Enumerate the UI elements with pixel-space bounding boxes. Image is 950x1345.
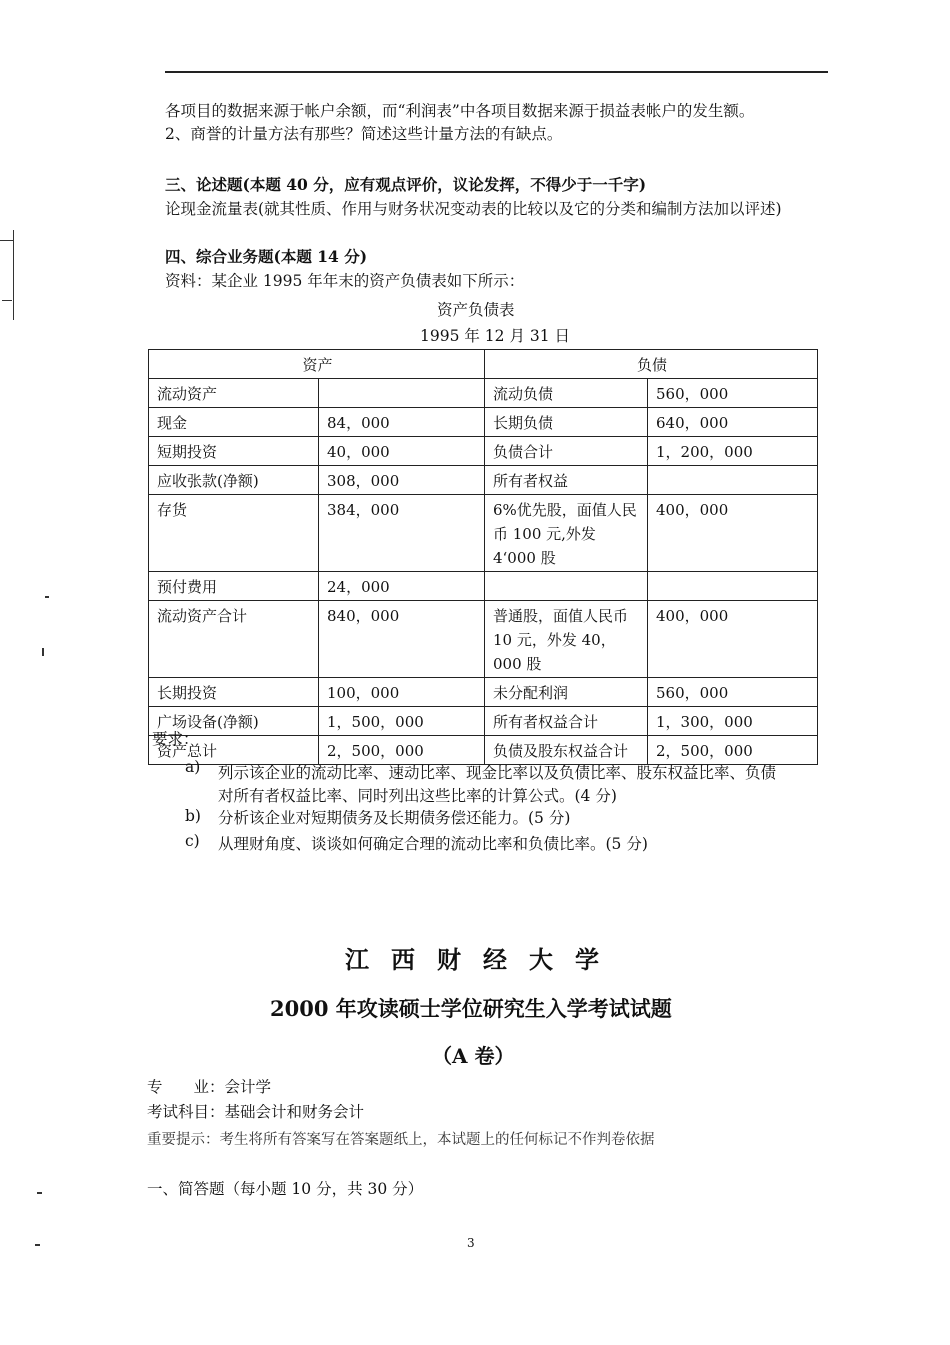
requirement-a-line1: 列示该企业的流动比率、速动比率、现金比率以及负债比率、股东权益比率、负债 <box>218 764 777 782</box>
liability-label: 流动负债 <box>485 379 648 408</box>
table-row <box>149 572 818 601</box>
asset-value: 40，000 <box>319 437 485 466</box>
asset-value: 384，000 <box>319 495 485 572</box>
asset-label: 现金 <box>149 408 319 437</box>
requirements-label: 要求： <box>152 730 199 748</box>
short-answer-heading: 一、简答题（每小题 10 分，共 30 分） <box>147 1180 424 1198</box>
requirement-a-mark: a) <box>185 758 201 776</box>
liability-label <box>485 572 648 601</box>
intro-line-2: 2、商誉的计量方法有那些？简述这些计量方法的有缺点。 <box>165 125 563 143</box>
liability-label: 所有者权益合计 <box>485 707 648 736</box>
header-assets: 资产 <box>149 350 485 379</box>
table-title: 资产负债表 <box>437 301 515 319</box>
asset-label: 预付费用 <box>149 572 319 601</box>
requirement-b-mark: b) <box>185 807 201 825</box>
table-date: 1995 年 12 月 31 日 <box>420 327 571 345</box>
liability-label: 6%优先股，面值人民币 100 元,外发 4‘000 股 <box>485 495 648 572</box>
major-value: 会计学 <box>224 1078 272 1096</box>
table-row <box>149 466 818 495</box>
asset-label: 短期投资 <box>149 437 319 466</box>
asset-label: 流动资产 <box>149 379 319 408</box>
liability-value: 560，000 <box>648 678 818 707</box>
subject-value: 基础会计和财务会计 <box>224 1103 365 1121</box>
header-liabilities: 负债 <box>485 350 818 379</box>
liability-value: 640，000 <box>648 408 818 437</box>
liability-value: 560，000 <box>648 379 818 408</box>
asset-value: 24，000 <box>319 572 485 601</box>
liability-value: 1，300，000 <box>648 707 818 736</box>
liability-value: 1，200，000 <box>648 437 818 466</box>
top-rule <box>165 71 828 73</box>
exam-title: 2000 年攻读硕士学位研究生入学考试试题 <box>270 996 672 1021</box>
subject-label: 考试科目： <box>147 1103 225 1121</box>
liability-value: 400，000 <box>648 601 818 678</box>
important-notice: 重要提示：考生将所有答案写在答案题纸上，本试题上的任何标记不作判卷依据 <box>147 1132 655 1148</box>
section4-heading: 四、综合业务题(本题 14 分) <box>165 247 368 266</box>
section4-material: 资料：某企业 1995 年年末的资产负债表如下所示： <box>165 272 525 290</box>
requirement-a-line2: 对所有者权益比率、同时列出这些比率的计算公式。(4 分) <box>218 787 617 805</box>
asset-value: 308，000 <box>319 466 485 495</box>
section3-body: 论现金流量表(就其性质、作用与财务状况变动表的比较以及它的分类和编制方法加以评述) <box>165 200 782 218</box>
intro-line-1: 各项目的数据来源于帐户余额，而“利润表”中各项目数据来源于损益表帐户的发生额。 <box>165 102 755 120</box>
asset-label: 广场设备(净额) <box>149 707 319 736</box>
table-row <box>149 707 818 736</box>
liability-value <box>648 572 818 601</box>
table-row <box>149 736 818 765</box>
liability-label: 长期负债 <box>485 408 648 437</box>
table-row <box>149 678 818 707</box>
table-row <box>149 495 818 572</box>
table-header-row <box>149 350 818 379</box>
page-number: 3 <box>467 1236 475 1250</box>
asset-label: 资产总计 <box>149 736 319 765</box>
liability-label: 普通股，面值人民币 10 元，外发 40，000 股 <box>485 601 648 678</box>
table-row <box>149 379 818 408</box>
asset-label: 存货 <box>149 495 319 572</box>
subject-row <box>147 1101 364 1123</box>
major-label: 专 业： <box>147 1078 225 1096</box>
asset-value <box>319 379 485 408</box>
liability-label: 所有者权益 <box>485 466 648 495</box>
liability-label: 负债合计 <box>485 437 648 466</box>
requirement-c-mark: c) <box>185 832 200 850</box>
asset-label: 流动资产合计 <box>149 601 319 678</box>
asset-value: 2，500，000 <box>319 736 485 765</box>
balance-sheet-table <box>148 349 818 765</box>
asset-label: 应收张款(净额) <box>149 466 319 495</box>
asset-value: 100，000 <box>319 678 485 707</box>
asset-value: 84，000 <box>319 408 485 437</box>
liability-value <box>648 466 818 495</box>
liability-label: 负债及股东权益合计 <box>485 736 648 765</box>
paper-label: （A 卷） <box>432 1044 515 1068</box>
section3-heading: 三、论述题(本题 40 分，应有观点评价，议论发挥，不得少于一千字) <box>165 175 647 194</box>
asset-label: 长期投资 <box>149 678 319 707</box>
major-row <box>147 1076 271 1098</box>
asset-value: 1，500，000 <box>319 707 485 736</box>
liability-value: 2，500，000 <box>648 736 818 765</box>
table-row <box>149 601 818 678</box>
requirement-c-line1: 从理财角度、谈谈如何确定合理的流动比率和负债比率。(5 分) <box>218 835 648 853</box>
requirement-b-line1: 分析该企业对短期债务及长期债务偿还能力。(5 分) <box>218 809 571 827</box>
table-row <box>149 408 818 437</box>
liability-label: 未分配利润 <box>485 678 648 707</box>
asset-value: 840，000 <box>319 601 485 678</box>
liability-value: 400，000 <box>648 495 818 572</box>
school-name: 江西财经大学 <box>345 945 621 974</box>
table-row <box>149 437 818 466</box>
